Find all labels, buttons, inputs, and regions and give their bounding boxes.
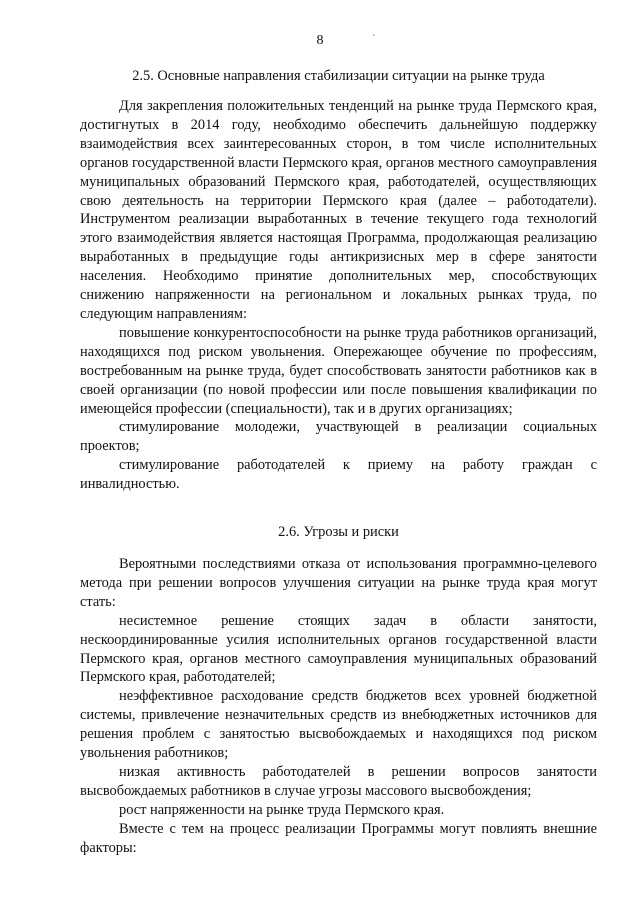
paragraph: Вместе с тем на процесс реализации Программы могут повлиять внешние факторы:	[80, 820, 597, 856]
section-2-6-heading: 2.6. Угрозы и риски	[278, 524, 399, 540]
section-2-5	[80, 66, 597, 494]
paragraph: рост напряженности на рынке труда Пермского края.	[119, 801, 445, 818]
paragraph: стимулирование молодежи, участвующей в реализации социальных проектов;	[80, 419, 597, 455]
paragraph: повышение конкурентоспособности на рынке труда работников организаций, находящихся под риском увольнения. Опережающее обучение по профессиям, востребованным на рынке труда, будет способствовать занятости работников как в своей организации (по новой профессии или после повышения квалификации по имеющейся профессии (специальности), так и в других организациях;	[80, 324, 597, 417]
paragraph: низкая активность работодателей в решении вопросов занятости высвобождаемых работников в случае угрозы массового высвобождения;	[80, 763, 597, 799]
paragraph: Вероятными последствиями отказа от использования программно-целевого метода при решении вопросов улучшения ситуации на рынке труда края могут стать:	[80, 556, 597, 610]
section-2-6	[80, 522, 597, 858]
section-2-5-heading: 2.5. Основные направления стабилизации ситуации на рынке труда	[132, 68, 545, 84]
paragraph: несистемное решение стоящих задач в области занятости, нескоординированные усилия исполнительных органов государственной власти Пермского края, органов местного самоуправления муниципальных образований Пермского края, работодателей;	[80, 612, 597, 686]
page-number: 8	[316, 33, 324, 48]
paragraph: неэффективное расходование средств бюджетов всех уровней бюджетной системы, привлечение незначительных средств из внебюджетных источников для решения проблем с занятостью высвобождаемых и находящихся под риском увольнения работников;	[80, 688, 597, 762]
paragraph: Для закрепления положительных тенденций на рынке труда Пермского края, достигнутых в 2014 году, необходимо обеспечить дальнейшую поддержку взаимодействия всех заинтересованных сторон, в том числе исполнительных органов государственной власти Пермского края, органов местного самоуправления муниципальных образований Пермского края, работодателей, осуществляющих свою деятельность на территории Пермского края (далее – работодатели). Инструментом реализации выработанных в течение текущего года технологий этого взаимодействия является настоящая Программа, продолжающая реализацию выработанных в предыдущие годы антикризисных мер в сфере занятости населения. Необходимо принятие дополнительных мер, способствующих снижению напряженности на региональном и локальных рынках труда, по следующим направлениям:	[80, 98, 597, 322]
scan-mark: ˋ	[372, 33, 376, 45]
paragraph: стимулирование работодателей к приему на работу граждан с инвалидностью.	[80, 457, 597, 493]
